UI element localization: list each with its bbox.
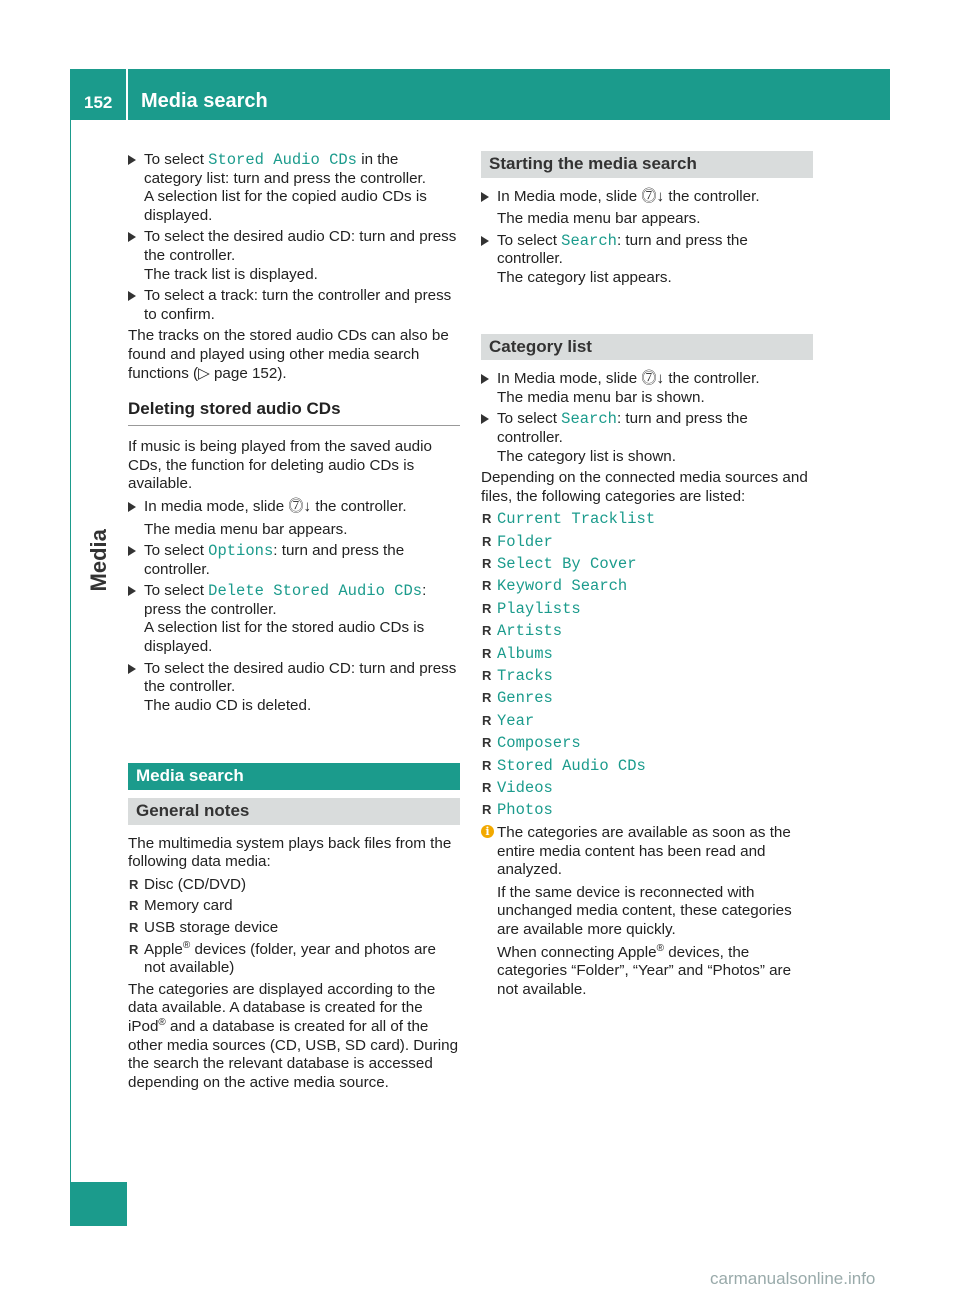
- step-result: The category list is shown.: [497, 447, 676, 465]
- del-step-select-cd: To select the desired audio CD: turn and press the controller. The audio CD is deleted.: [128, 660, 460, 716]
- right-column: [481, 151, 813, 1003]
- page-number: 152: [84, 93, 113, 112]
- list-item: R Tracks: [482, 667, 553, 686]
- step-arrow-icon: [128, 291, 136, 301]
- menu-item-code: Stored Audio CDs: [208, 151, 357, 169]
- step-select-stored-audio-cds: To select Stored Audio CDs in the category list: turn and press the controller. A selection list for the copied audio CDs is displayed.: [128, 151, 460, 225]
- list-item: R Keyword Search: [482, 577, 628, 596]
- step-arrow-icon: [128, 502, 136, 512]
- section-bar-media-search: Media search: [128, 763, 460, 790]
- section-bar-general-notes: General notes: [128, 798, 460, 825]
- section-bar-starting-search: Starting the media search: [481, 151, 813, 178]
- list-item: R Stored Audio CDs: [482, 756, 646, 775]
- list-item: R Composers: [482, 734, 581, 753]
- del-step-options: To select Options: turn and press the controller.: [128, 542, 460, 579]
- step-arrow-icon: [128, 586, 136, 596]
- list-item: R Playlists: [482, 599, 581, 618]
- step-arrow-icon: [128, 232, 136, 242]
- cat-step-slide: In Media mode, slide ⓻↓ the controller. The media menu bar is shown.: [481, 370, 813, 407]
- list-item: R Apple® devices (folder, year and photos are not available): [129, 939, 436, 977]
- list-item: R Folder: [482, 532, 553, 551]
- info-icon: i: [481, 825, 494, 838]
- list-item: R Albums: [482, 644, 553, 663]
- general-intro: The multimedia system plays back files from the following data media:: [128, 834, 452, 871]
- step-arrow-icon: [128, 546, 136, 556]
- step-result: The category list appears.: [497, 268, 672, 286]
- list-item: R Genres: [482, 689, 553, 708]
- info-note: i The categories are available as soon as the entire media content has been read and analyzed. If the same device is reconnected with unchanged media content, these categories are available more quickly. When connecting Apple® devices, the categories “Folder”, “Year” and “Photos” are not available.: [481, 824, 813, 999]
- page-header: [70, 69, 890, 120]
- category-list: [481, 510, 813, 820]
- note-tracks: The tracks on the stored audio CDs can also be found and played using other media search functions (▷ page 152).: [128, 327, 449, 382]
- section-bar-category-list: Category list: [481, 334, 813, 361]
- side-tab-block: [70, 1182, 127, 1226]
- controller-slide-icon: ⓻↓: [641, 370, 665, 388]
- step-select-audio-cd: To select the desired audio CD: turn and press the controller. The track list is displayed.: [128, 228, 460, 284]
- step-arrow-icon: [481, 192, 489, 202]
- deleting-intro: If music is being played from the saved audio CDs, the function for deleting audio CDs is available.: [128, 438, 432, 493]
- list-item: R USB storage device: [129, 919, 279, 936]
- page-reference-link[interactable]: ▷ page 152).: [198, 364, 287, 382]
- list-item: R Select By Cover: [482, 555, 637, 574]
- del-step-slide: In media mode, slide ⓻↓ the controller. The media menu bar appears.: [128, 498, 460, 539]
- step-result: The media menu bar appears.: [497, 210, 701, 228]
- step-result: The media menu bar appears.: [144, 520, 348, 538]
- step-arrow-icon: [481, 236, 489, 246]
- cat-step-search: To select Search: turn and press the controller. The category list is shown.: [481, 410, 813, 466]
- start-step-search: To select Search: turn and press the controller. The category list appears.: [481, 232, 813, 288]
- categories-paragraph: The categories are displayed according to the data available. A database is created for the iPod® and a database is created for all of the other media sources (CD, USB, SD card). During the search the relevant database is accessed depending on the active media source.: [128, 980, 459, 1091]
- menu-item-code: Options: [208, 542, 274, 561]
- categories-intro: Depending on the connected media sources and files, the following categories are listed:: [481, 469, 808, 505]
- list-item: R Videos: [482, 779, 553, 797]
- menu-item-code: Delete Stored Audio CDs: [208, 582, 423, 601]
- start-step-slide: In Media mode, slide ⓻↓ the controller. The media menu bar appears.: [481, 188, 813, 229]
- header-divider: [126, 69, 128, 120]
- step-arrow-icon: [128, 155, 136, 165]
- watermark: carmanualsonline.info: [710, 1269, 876, 1288]
- step-result: A selection list for the stored audio CDs is displayed.: [144, 619, 425, 656]
- list-item: R Year: [482, 711, 535, 730]
- step-select-track: To select a track: turn the controller and press to confirm.: [128, 287, 460, 324]
- menu-item-code: Search: [561, 410, 617, 429]
- media-list: [128, 876, 460, 978]
- list-item: R Disc (CD/DVD): [129, 875, 247, 893]
- step-arrow-icon: [128, 664, 136, 674]
- list-item: R Photos: [482, 801, 553, 820]
- controller-slide-icon: ⓻↓: [288, 497, 312, 515]
- list-item: R Artists: [482, 622, 563, 641]
- step-result: The media menu bar is shown.: [497, 388, 705, 406]
- controller-slide-icon: ⓻↓: [641, 187, 665, 205]
- page-title: Media search: [141, 90, 268, 112]
- step-result: The track list is displayed.: [144, 265, 318, 283]
- step-result: The audio CD is deleted.: [144, 696, 312, 714]
- step-arrow-icon: [481, 374, 489, 384]
- section-side-label: Media: [85, 528, 111, 592]
- list-item: R Memory card: [129, 897, 233, 915]
- step-arrow-icon: [481, 414, 489, 424]
- left-column: [128, 151, 460, 1096]
- side-tab-line: [70, 120, 71, 1226]
- step-result: A selection list for the copied audio CDs is displayed.: [144, 188, 427, 224]
- menu-item-code: Search: [561, 231, 617, 250]
- del-step-delete: To select Delete Stored Audio CDs: press the controller. A selection list for the stored audio CDs is displayed.: [128, 582, 460, 656]
- list-item: R Current Tracklist: [482, 510, 656, 529]
- deleting-heading: Deleting stored audio CDs: [128, 399, 460, 426]
